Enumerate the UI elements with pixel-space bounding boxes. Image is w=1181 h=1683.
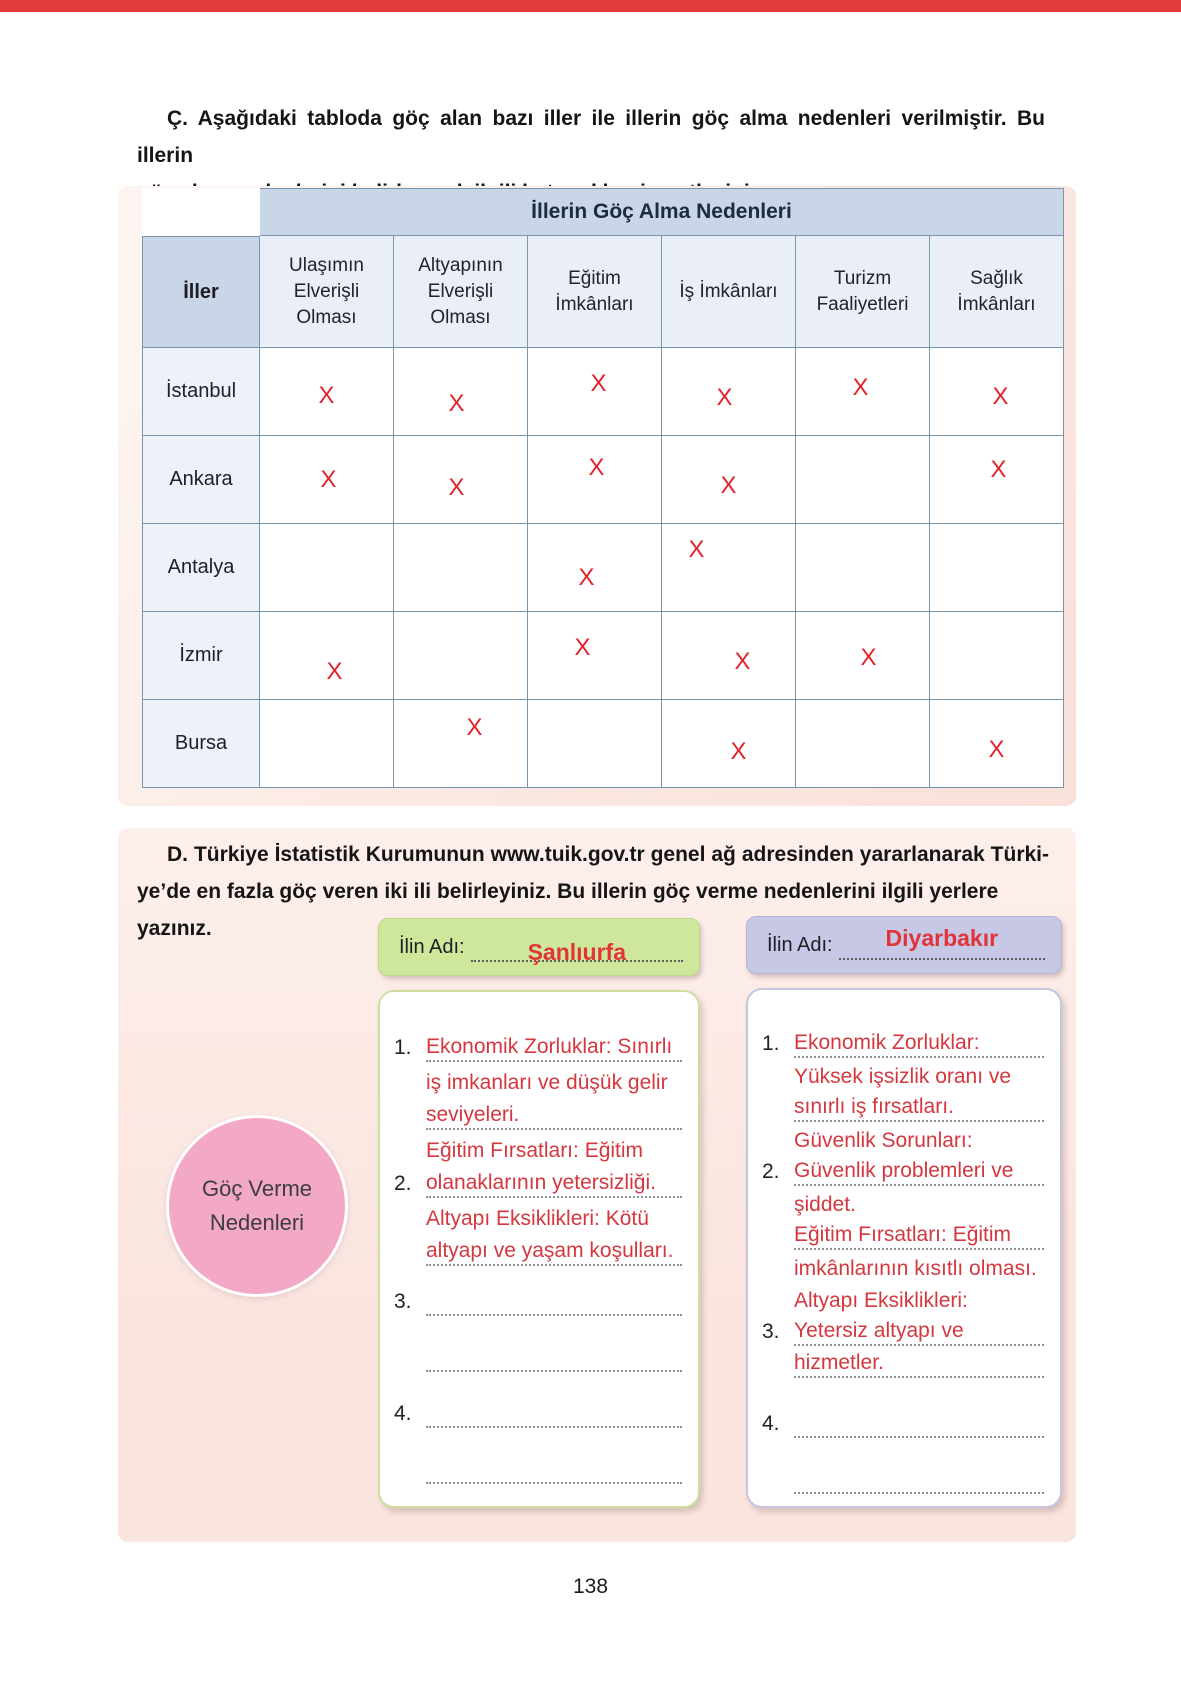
answer-line-sanliurfa-7[interactable] xyxy=(426,1313,682,1316)
mark-cell-Bursa-3[interactable] xyxy=(662,700,796,788)
mark-cell-Ankara-5[interactable] xyxy=(930,436,1064,524)
x-mark: X xyxy=(992,382,1009,410)
mark-cell-İstanbul-1[interactable] xyxy=(394,348,528,436)
table-city-İstanbul: İstanbul xyxy=(142,348,260,436)
answer-row-diyarbakir-10 xyxy=(762,1346,1044,1378)
mark-cell-Bursa-4[interactable] xyxy=(796,700,930,788)
answer-line-sanliurfa-9[interactable] xyxy=(426,1425,682,1428)
answer-row-diyarbakir-7 xyxy=(762,1250,1044,1282)
answer-number xyxy=(762,1152,794,1154)
answer-number xyxy=(394,1230,426,1232)
mark-cell-Ankara-0[interactable] xyxy=(260,436,394,524)
answer-line-sanliurfa-0[interactable]: Ekonomik Zorluklar: Sınırlı xyxy=(426,1035,682,1062)
answer-row-sanliurfa-10 xyxy=(394,1450,682,1484)
table-corner-cell xyxy=(142,188,260,236)
answer-row-sanliurfa-4 xyxy=(394,1164,682,1198)
x-mark: X xyxy=(716,383,733,411)
mark-cell-Antalya-2[interactable] xyxy=(528,524,662,612)
answer-row-diyarbakir-4 xyxy=(762,1154,1044,1186)
province-pill-sanliurfa xyxy=(378,918,700,976)
mark-cell-Ankara-4[interactable] xyxy=(796,436,930,524)
answer-line-diyarbakir-7[interactable]: imkânlarının kısıtlı olması. xyxy=(794,1257,1037,1280)
x-mark: X xyxy=(688,535,705,563)
migration-reasons-table xyxy=(142,188,1064,788)
table-column-header-is: İş İmkânları xyxy=(662,236,796,348)
mark-cell-İzmir-0[interactable] xyxy=(260,612,394,700)
answer-line-diyarbakir-2[interactable]: sınırlı iş fırsatları. xyxy=(794,1095,1044,1122)
answer-number xyxy=(394,1370,426,1372)
answer-number xyxy=(762,1492,794,1494)
answer-line-diyarbakir-5[interactable]: şiddet. xyxy=(794,1193,856,1216)
answer-line-sanliurfa-4[interactable]: olanaklarının yetersizliği. xyxy=(426,1171,682,1198)
answer-number xyxy=(394,1264,426,1266)
answer-number: 4. xyxy=(394,1402,412,1425)
province-pill-label: İlin Adı: xyxy=(399,935,465,958)
answer-number xyxy=(394,1128,426,1130)
answer-number xyxy=(762,1376,794,1378)
table-column-header-saglik: Sağlık İmkânları xyxy=(930,236,1064,348)
province-name-sanliurfa[interactable]: Şanlıurfa xyxy=(527,939,627,965)
mark-cell-Ankara-3[interactable] xyxy=(662,436,796,524)
answer-row-sanliurfa-5 xyxy=(394,1198,682,1232)
province-name-line-sanliurfa[interactable] xyxy=(471,932,683,965)
mark-cell-İstanbul-5[interactable] xyxy=(930,348,1064,436)
province-pill-label: İlin Adı: xyxy=(767,933,833,956)
answer-row-diyarbakir-2 xyxy=(762,1090,1044,1122)
answer-line-diyarbakir-12[interactable] xyxy=(794,1491,1044,1494)
answer-row-diyarbakir-12 xyxy=(762,1462,1044,1494)
province-pill-diyarbakir xyxy=(746,916,1062,974)
table-column-header-ulasim: Ulaşımın Elverişli Olması xyxy=(260,236,394,348)
x-mark: X xyxy=(448,473,465,501)
answer-number xyxy=(394,1162,426,1164)
mark-cell-İstanbul-2[interactable] xyxy=(528,348,662,436)
mark-cell-İzmir-2[interactable] xyxy=(528,612,662,700)
answer-row-diyarbakir-0 xyxy=(762,1026,1044,1058)
table-column-header-altyapi: Altyapının Elverişli Olması xyxy=(394,236,528,348)
x-mark: X xyxy=(988,735,1005,763)
province-name-line-diyarbakir[interactable] xyxy=(839,925,1045,960)
answer-number: 2. xyxy=(394,1172,412,1195)
answer-row-sanliurfa-3 xyxy=(394,1130,682,1164)
mark-cell-Antalya-0[interactable] xyxy=(260,524,394,612)
answer-row-diyarbakir-5 xyxy=(762,1186,1044,1218)
answer-row-sanliurfa-0 xyxy=(394,1028,682,1062)
section-d-intro-line2: ye’de en fazla göç veren iki ili belirleyiniz. Bu illerin göç verme nedenlerini ilgili yerlere yazınız. xyxy=(137,880,999,940)
answer-line-sanliurfa-3[interactable]: Eğitim Fırsatları: Eğitim xyxy=(426,1139,644,1162)
mark-cell-Ankara-1[interactable] xyxy=(394,436,528,524)
answer-line-sanliurfa-1[interactable]: iş imkanları ve düşük gelir xyxy=(426,1071,668,1094)
answer-row-diyarbakir-9 xyxy=(762,1314,1044,1346)
circle-label-line2: Nedenleri xyxy=(209,1210,305,1235)
x-mark: X xyxy=(852,373,869,401)
mark-cell-Antalya-1[interactable] xyxy=(394,524,528,612)
answer-row-sanliurfa-6 xyxy=(394,1232,682,1266)
answer-line-sanliurfa-8[interactable] xyxy=(426,1369,682,1372)
answer-row-sanliurfa-9 xyxy=(394,1394,682,1428)
answer-row-diyarbakir-6 xyxy=(762,1218,1044,1250)
circle-label-line1: Göç Verme xyxy=(201,1176,313,1201)
answer-number: 3. xyxy=(394,1290,412,1313)
x-mark: X xyxy=(320,465,337,493)
answer-row-sanliurfa-8 xyxy=(394,1338,682,1372)
x-mark: X xyxy=(720,471,737,499)
table-row-header: İller xyxy=(142,236,260,348)
answer-number: 1. xyxy=(762,1032,780,1055)
mark-cell-Ankara-2[interactable] xyxy=(528,436,662,524)
mark-cell-Antalya-4[interactable] xyxy=(796,524,930,612)
mark-cell-Antalya-3[interactable] xyxy=(662,524,796,612)
section-d-intro-line1: D. Türkiye İstatistik Kurumunun www.tuik.gov.tr genel ağ adresinden yararlanarak Türki- xyxy=(167,843,1049,866)
x-mark: X xyxy=(574,633,591,661)
province-name-diyarbakir[interactable]: Diyarbakır xyxy=(885,925,999,951)
mark-cell-İstanbul-4[interactable] xyxy=(796,348,930,436)
answer-line-sanliurfa-6[interactable]: altyapı ve yaşam koşulları. xyxy=(426,1239,682,1266)
mark-cell-İstanbul-0[interactable] xyxy=(260,348,394,436)
x-mark: X xyxy=(590,369,607,397)
mark-cell-Bursa-0[interactable] xyxy=(260,700,394,788)
x-mark: X xyxy=(990,455,1007,483)
answer-number: 1. xyxy=(394,1036,412,1059)
answer-line-diyarbakir-1[interactable]: Yüksek işsizlik oranı ve xyxy=(794,1065,1012,1088)
table-column-header-egitim: Eğitim İmkânları xyxy=(528,236,662,348)
answer-line-sanliurfa-5[interactable]: Altyapı Eksiklikleri: Kötü xyxy=(426,1207,649,1230)
mark-cell-İzmir-3[interactable] xyxy=(662,612,796,700)
emigration-reasons-circle xyxy=(166,1115,348,1297)
answer-row-diyarbakir-11 xyxy=(762,1406,1044,1438)
x-mark: X xyxy=(326,657,343,685)
mark-cell-İzmir-1[interactable] xyxy=(394,612,528,700)
answer-row-diyarbakir-1 xyxy=(762,1058,1044,1090)
x-mark: X xyxy=(588,453,605,481)
answer-number: 2. xyxy=(762,1160,780,1183)
x-mark: X xyxy=(318,381,335,409)
table-city-İzmir: İzmir xyxy=(142,612,260,700)
x-mark: X xyxy=(466,713,483,741)
answer-row-sanliurfa-2 xyxy=(394,1096,682,1130)
mark-cell-İzmir-4[interactable] xyxy=(796,612,930,700)
table-city-Antalya: Antalya xyxy=(142,524,260,612)
table-city-Ankara: Ankara xyxy=(142,436,260,524)
answer-row-sanliurfa-7 xyxy=(394,1282,682,1316)
x-mark: X xyxy=(734,647,751,675)
mark-cell-İstanbul-3[interactable] xyxy=(662,348,796,436)
answer-number: 3. xyxy=(762,1320,780,1343)
answer-number xyxy=(762,1280,794,1282)
answer-number xyxy=(762,1120,794,1122)
mark-cell-Antalya-5[interactable] xyxy=(930,524,1064,612)
page-number: 138 xyxy=(572,1575,609,1598)
answer-line-diyarbakir-3[interactable]: Güvenlik Sorunları: xyxy=(794,1129,973,1152)
answer-card-diyarbakir xyxy=(746,988,1062,1508)
answer-line-sanliurfa-10[interactable] xyxy=(426,1481,682,1484)
answer-line-diyarbakir-9[interactable]: Yetersiz altyapı ve xyxy=(794,1319,1044,1346)
answer-line-diyarbakir-10[interactable]: hizmetler. xyxy=(794,1351,1044,1378)
answer-row-diyarbakir-3 xyxy=(762,1122,1044,1154)
answer-line-diyarbakir-6[interactable]: Eğitim Fırsatları: Eğitim xyxy=(794,1223,1044,1250)
x-mark: X xyxy=(578,563,595,591)
mark-cell-Bursa-2[interactable] xyxy=(528,700,662,788)
answer-row-diyarbakir-8 xyxy=(762,1282,1044,1314)
mark-cell-İzmir-5[interactable] xyxy=(930,612,1064,700)
answer-line-sanliurfa-2[interactable]: seviyeleri. xyxy=(426,1103,682,1130)
answer-number xyxy=(394,1094,426,1096)
answer-line-diyarbakir-8[interactable]: Altyapı Eksiklikleri: xyxy=(794,1289,968,1312)
top-red-bar xyxy=(0,0,1181,12)
answer-number xyxy=(762,1216,794,1218)
mark-cell-Bursa-1[interactable] xyxy=(394,700,528,788)
answer-card-sanliurfa xyxy=(378,990,700,1508)
answer-line-diyarbakir-0[interactable]: Ekonomik Zorluklar: xyxy=(794,1031,1044,1058)
x-mark: X xyxy=(448,389,465,417)
table-band-title: İllerin Göç Alma Nedenleri xyxy=(260,188,1064,236)
x-mark: X xyxy=(860,643,877,671)
answer-row-sanliurfa-1 xyxy=(394,1062,682,1096)
answer-line-diyarbakir-11[interactable] xyxy=(794,1435,1044,1438)
table-city-Bursa: Bursa xyxy=(142,700,260,788)
answer-number xyxy=(394,1482,426,1484)
answer-number xyxy=(762,1312,794,1314)
answer-number xyxy=(762,1088,794,1090)
answer-number: 4. xyxy=(762,1412,780,1435)
mark-cell-Bursa-5[interactable] xyxy=(930,700,1064,788)
x-mark: X xyxy=(730,737,747,765)
section-c-intro-line1: Ç. Aşağıdaki tabloda göç alan bazı iller ile illerin göç alma nedenleri verilmiştir. Bu illerin xyxy=(137,107,1045,167)
answer-number xyxy=(762,1248,794,1250)
table-column-header-turizm: Turizm Faaliyetleri xyxy=(796,236,930,348)
answer-line-diyarbakir-4[interactable]: Güvenlik problemleri ve xyxy=(794,1159,1044,1186)
